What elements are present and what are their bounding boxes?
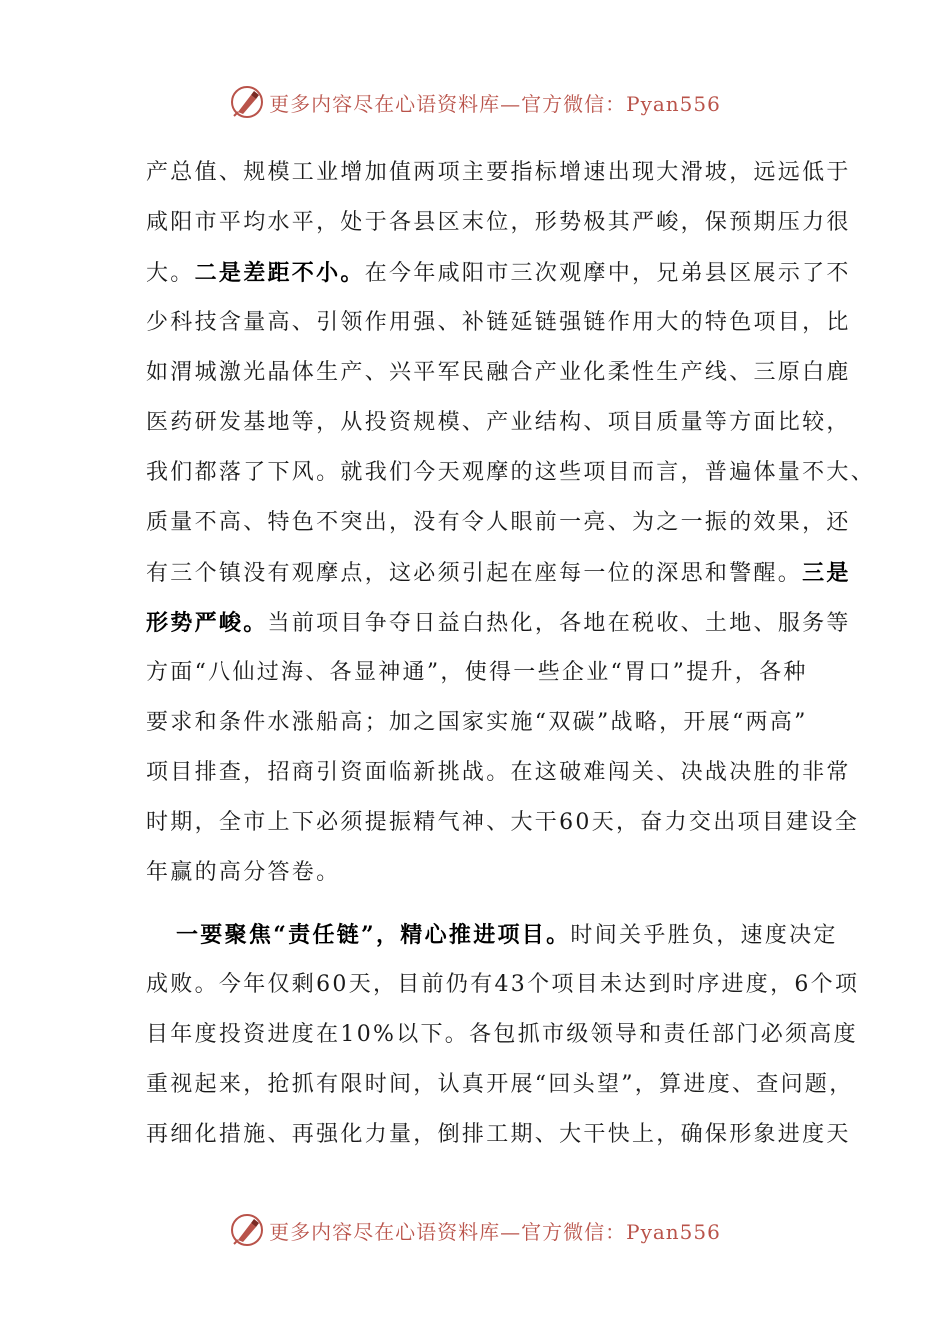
watermark-header bbox=[0, 82, 950, 122]
watermark-footer bbox=[0, 1210, 950, 1250]
text-line: 我们都落了下风。就我们今天观摩的这些项目而言，普遍体量不大、 bbox=[146, 460, 876, 485]
text-line: 重视起来，抢抓有限时间，认真开展“回头望”，算进度、查问题， bbox=[146, 1072, 854, 1097]
text-line: 咸阳市平均水平，处于各县区末位，形势极其严峻，保预期压力很 bbox=[146, 210, 851, 235]
text-line: 少科技含量高、引领作用强、补链延链强链作用大的特色项目，比 bbox=[146, 310, 851, 335]
text-line: 如渭城激光晶体生产、兴平军民融合产业化柔性生产线、三原白鹿 bbox=[146, 360, 851, 385]
text-line: 一要聚焦“责任链”，精心推进项目。时间关乎胜负，速度决定 bbox=[176, 922, 838, 948]
text-line: 再细化措施、再强化力量，倒排工期、大干快上，确保形象进度天 bbox=[146, 1122, 851, 1147]
text-line: 产总值、规模工业增加值两项主要指标增速出现大滑坡，远远低于 bbox=[146, 160, 851, 185]
bold-heading: 二是差距不小。 bbox=[194, 260, 365, 286]
text-line: 要求和条件水涨船高；加之国家实施“双碳”战略，开展“两高” bbox=[146, 710, 808, 735]
text-line: 方面“八仙过海、各显神通”，使得一些企业“胃口”提升，各种 bbox=[146, 660, 808, 685]
bold-heading: 形势严峻。 bbox=[146, 610, 268, 636]
text-line: 有三个镇没有观摩点，这必须引起在座每一位的深思和警醒。三是 bbox=[146, 560, 851, 586]
text-line: 大。二是差距不小。在今年咸阳市三次观摩中，兄弟县区展示了不 bbox=[146, 260, 851, 286]
watermark-text: 更多内容尽在心语资料库—官方微信：Pyan556 bbox=[269, 91, 721, 116]
text-line: 医药研发基地等，从投资规模、产业结构、项目质量等方面比较， bbox=[146, 410, 851, 435]
text-line: 成败。今年仅剩60天，目前仍有43个项目未达到时序进度，6个项 bbox=[146, 972, 860, 997]
bold-heading: 一要聚焦“责任链”，精心推进项目。 bbox=[176, 922, 571, 948]
bold-heading: 三是 bbox=[802, 560, 851, 586]
text-line: 项目排查，招商引资面临新挑战。在这破难闯关、决战决胜的非常 bbox=[146, 760, 851, 785]
document-body bbox=[146, 148, 876, 1160]
pen-nib-icon bbox=[229, 1212, 265, 1248]
text-line: 目年度投资进度在10%以下。各包抓市级领导和责任部门必须高度 bbox=[146, 1022, 858, 1047]
pen-nib-icon bbox=[229, 84, 265, 120]
text-line: 年赢的高分答卷。 bbox=[146, 860, 341, 885]
text-line: 时期，全市上下必须提振精气神、大干60天，奋力交出项目建设全 bbox=[146, 810, 859, 835]
watermark-text: 更多内容尽在心语资料库—官方微信：Pyan556 bbox=[269, 1219, 721, 1244]
text-line: 质量不高、特色不突出，没有令人眼前一亮、为之一振的效果，还 bbox=[146, 510, 851, 535]
text-line: 形势严峻。当前项目争夺日益白热化，各地在税收、土地、服务等 bbox=[146, 610, 851, 636]
